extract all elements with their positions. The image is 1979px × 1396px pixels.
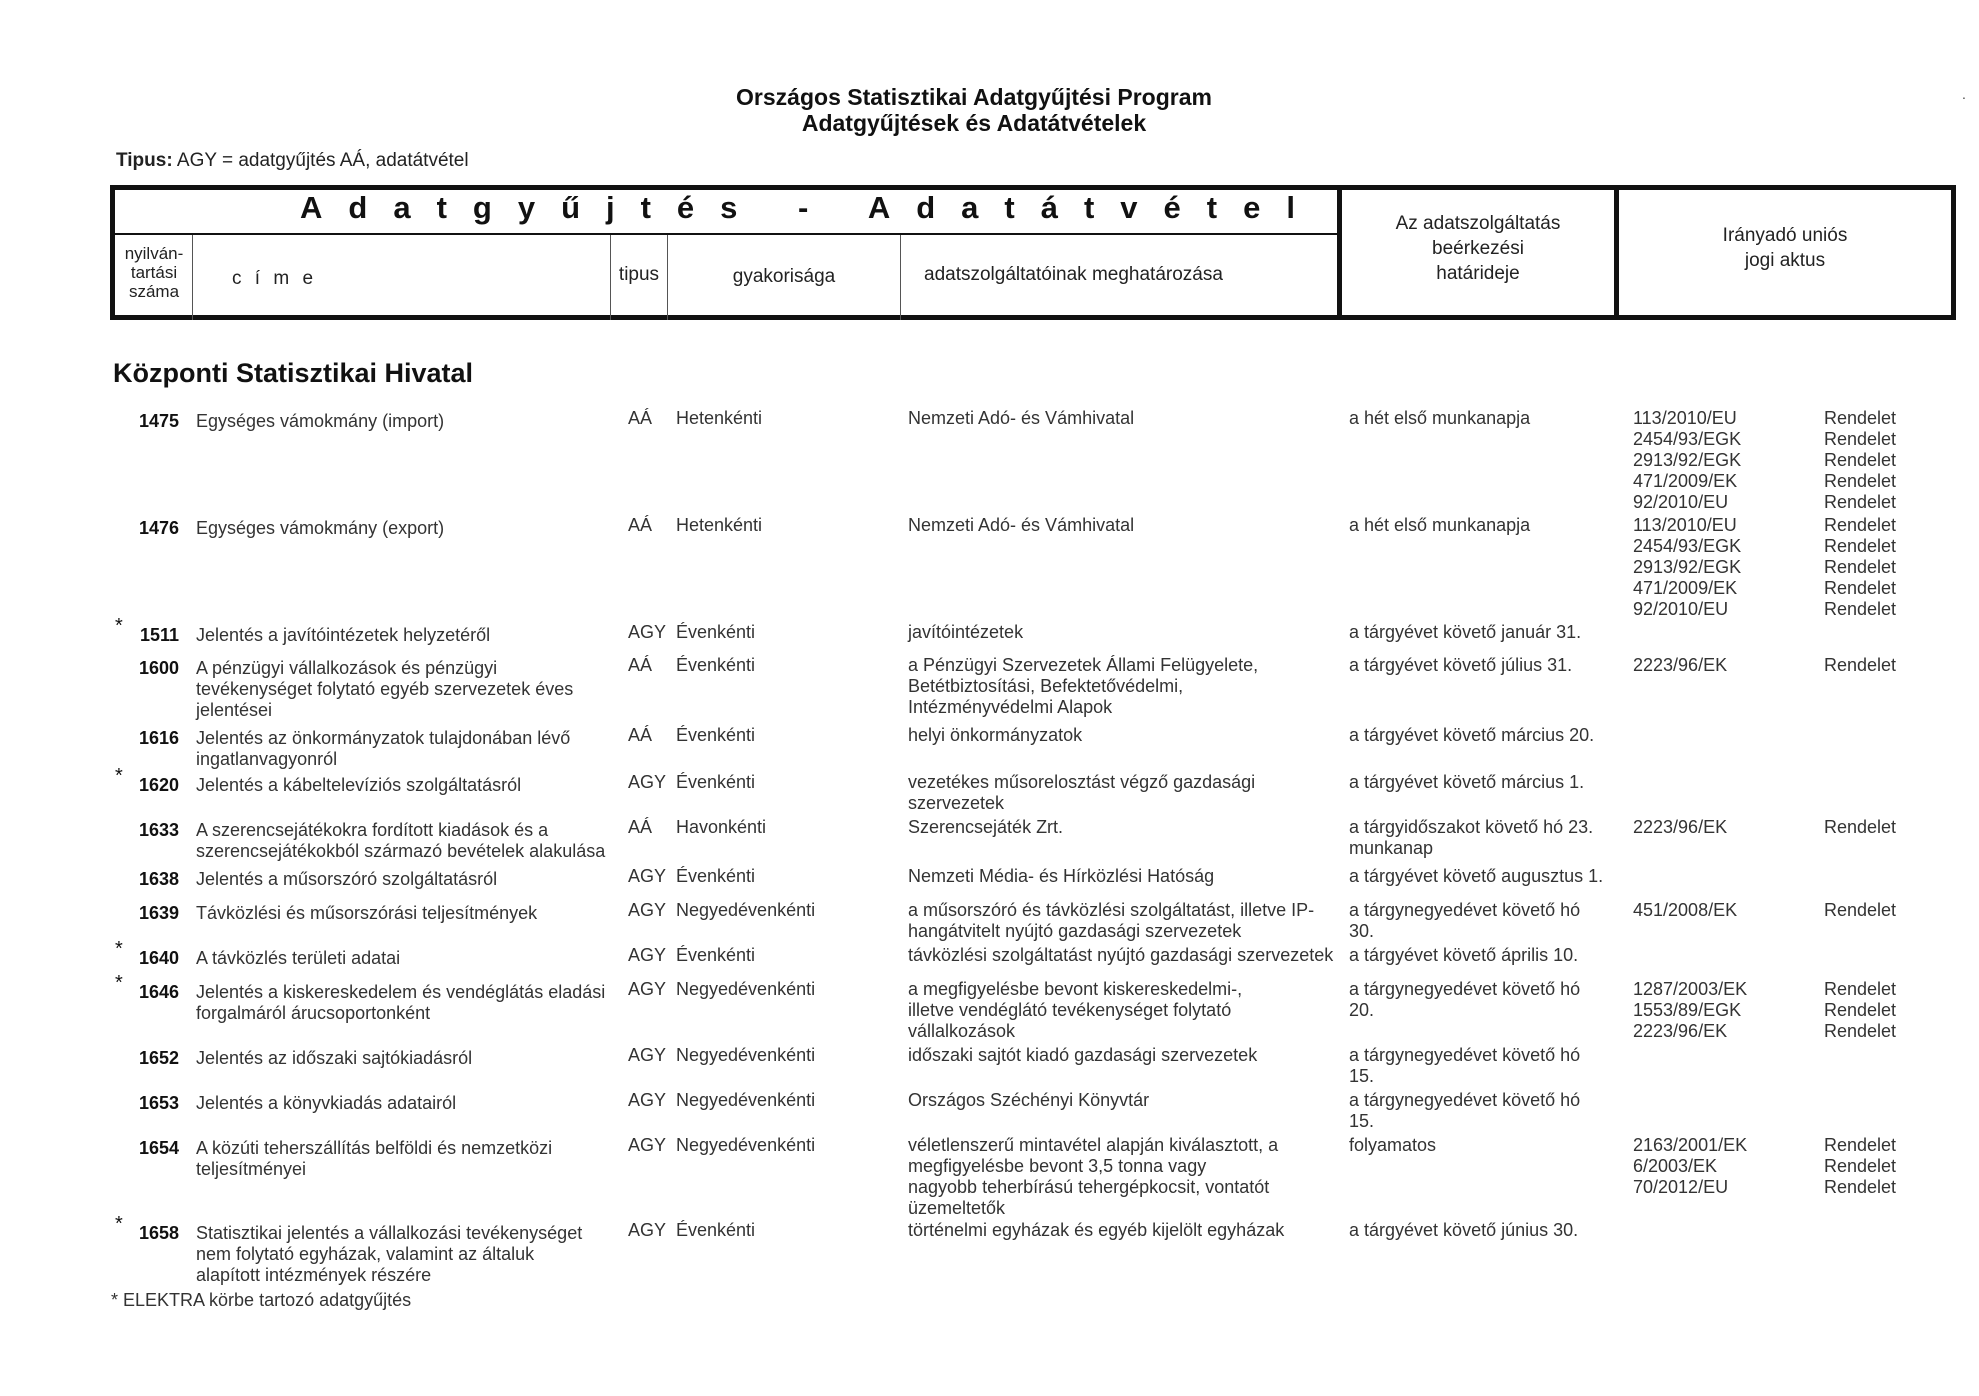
header-tipus: tipus (618, 264, 660, 285)
row-tipus: AGY (628, 1220, 667, 1240)
row-providers (908, 772, 1255, 814)
row-act-types-line: Rendelet (1824, 471, 1897, 491)
document-subtitle: Adatgyűjtések és Adatátvételek (801, 110, 1147, 136)
row-deadline (1349, 622, 1581, 643)
row-legal-acts-line: 70/2012/EU (1633, 1177, 1729, 1197)
row-legal-acts (1633, 515, 1741, 620)
row-legal-acts-line: 2223/96/EK (1633, 1021, 1728, 1041)
row-title-line: jelentései (196, 700, 273, 720)
row-providers (908, 945, 1333, 966)
row-title-line: Jelentés a könyvkiadás adatairól (196, 1093, 457, 1113)
row-act-types (1824, 1135, 1896, 1198)
row-title (196, 820, 605, 862)
row-title (196, 948, 400, 969)
row-frequency: Évenkénti (676, 622, 756, 642)
row-tipus: AÁ (628, 515, 653, 535)
row-legal-acts-line: 2163/2001/EK (1633, 1135, 1748, 1155)
row-deadline-line: a tárgynegyedévet követő hó (1349, 900, 1581, 920)
row-legal-acts (1633, 817, 1727, 838)
row-deadline (1349, 979, 1580, 1021)
row-title (196, 625, 490, 646)
row-act-types-line: Rendelet (1824, 515, 1897, 535)
row-act-types-line: Rendelet (1824, 429, 1897, 449)
row-title-line: ingatlanvagyonról (196, 749, 338, 769)
row-deadline-line: a tárgynegyedévet követő hó (1349, 1090, 1581, 1110)
row-frequency: Évenkénti (676, 1220, 756, 1240)
row-legal-acts-line: 113/2010/EU (1633, 515, 1737, 535)
row-frequency: Hetenkénti (676, 515, 763, 535)
row-providers (908, 515, 1134, 536)
row-legal-acts-line: 2454/93/EGK (1633, 429, 1742, 449)
row-title (196, 1223, 582, 1286)
row-providers-line: üzemeltetők (908, 1198, 1006, 1218)
section-title: Központi Statisztikai Hivatal (113, 358, 474, 388)
row-title-line: nem folytató egyházak, valamint az általuk (196, 1244, 535, 1264)
row-deadline (1349, 900, 1580, 942)
row-providers (908, 655, 1258, 718)
row-title-line: tevékenységet folytató egyéb szervezetek éves (196, 679, 574, 699)
row-title (196, 869, 497, 890)
row-title-line: Távközlési és műsorszórási teljesítmények (196, 903, 538, 923)
row-frequency: Évenkénti (676, 945, 756, 965)
row-providers-line: nagyobb teherbírású tehergépkocsit, vontatót (908, 1177, 1270, 1197)
row-act-types-line: Rendelet (1824, 578, 1897, 598)
row-deadline (1349, 515, 1530, 536)
row-act-types-line: Rendelet (1824, 599, 1897, 619)
header-main-title: Adatgyűjtés - Adatátvétel (300, 190, 1321, 225)
row-legal-acts-line: 471/2009/EK (1633, 471, 1738, 491)
row-deadline-line: a tárgyévet követő április 10. (1349, 945, 1579, 965)
row-providers-line: a műsorszóró és távközlési szolgáltatást, illetve IP- (908, 900, 1315, 920)
row-providers-line: illetve vendéglátó tevékenységet folytató (908, 1000, 1232, 1020)
row-deadline (1349, 1045, 1580, 1087)
row-act-types-line: Rendelet (1824, 979, 1897, 999)
row-act-types-line: Rendelet (1824, 536, 1897, 556)
row-title-line: Statisztikai jelentés a vállalkozási tevékenységet (196, 1223, 583, 1243)
row-frequency: Negyedévenkénti (676, 900, 816, 920)
row-providers-line: vezetékes műsorelosztást végző gazdasági (908, 772, 1256, 792)
row-title-line: Jelentés az önkormányzatok tulajdonában lévő (196, 728, 571, 748)
row-act-types-line: Rendelet (1824, 492, 1897, 512)
row-title-line: Jelentés a kiskereskedelem és vendéglátás eladási (196, 982, 606, 1002)
row-deadline (1349, 725, 1594, 746)
document-title: Országos Statisztikai Adatgyűjtési Program (736, 84, 1212, 110)
row-providers-line: a megfigyelésbe bevont kiskereskedelmi-, (908, 979, 1243, 999)
row-number: 1639 (138, 903, 179, 923)
row-providers-line: véletlenszerű mintavétel alapján kiválasztott, a (908, 1135, 1279, 1155)
row-title-line: Egységes vámokmány (import) (196, 411, 445, 431)
row-providers-line: Országos Széchényi Könyvtár (908, 1090, 1150, 1110)
row-providers (908, 1090, 1149, 1111)
row-title (196, 1138, 552, 1180)
elektra-marker: * (115, 765, 123, 787)
row-deadline (1349, 1090, 1580, 1132)
row-number: 1653 (138, 1093, 179, 1113)
row-number: 1633 (138, 820, 179, 840)
row-deadline (1349, 866, 1603, 887)
row-legal-acts-line: 471/2009/EK (1633, 578, 1738, 598)
row-deadline-line: a tárgyévet követő március 1. (1349, 772, 1585, 792)
row-act-types (1824, 900, 1896, 921)
row-act-types-line: Rendelet (1824, 1135, 1897, 1155)
row-frequency: Évenkénti (676, 655, 756, 675)
row-number: 1511 (139, 625, 179, 645)
row-title-line: Jelentés az időszaki sajtókiadásról (196, 1048, 473, 1068)
header-cime: c í m e (232, 268, 318, 289)
row-legal-acts-line: 2223/96/EK (1633, 817, 1728, 837)
row-deadline-line: 15. (1349, 1066, 1375, 1086)
row-deadline-line: 20. (1349, 1000, 1375, 1020)
row-providers-line: javítóintézetek (908, 622, 1024, 642)
row-number: 1640 (138, 948, 179, 968)
tipus-label: Tipus: (116, 150, 173, 171)
header-divider (900, 235, 901, 320)
header-meghatarozasa: adatszolgáltatóinak meghatározása (924, 264, 1223, 285)
row-providers-line: Intézményvédelmi Alapok (908, 697, 1113, 717)
row-act-types-line: Rendelet (1824, 450, 1897, 470)
row-providers-line: helyi önkormányzatok (908, 725, 1083, 745)
row-legal-acts (1633, 408, 1741, 513)
row-tipus: AÁ (628, 408, 653, 428)
row-act-types-line: Rendelet (1824, 1156, 1897, 1176)
row-legal-acts-line: 2913/92/EGK (1633, 557, 1742, 577)
row-deadline (1349, 817, 1593, 859)
margin-dot: . (1962, 86, 1966, 102)
row-title (196, 518, 444, 539)
row-legal-acts (1633, 655, 1727, 676)
row-number: 1638 (138, 869, 179, 889)
row-title-line: szerencsejátékokból származó bevételek alakulása (196, 841, 606, 861)
row-frequency: Évenkénti (676, 725, 756, 745)
elektra-marker: * (115, 972, 123, 994)
row-providers-line: hangátvitelt nyújtó gazdasági szervezetek (908, 921, 1242, 941)
row-providers (908, 1220, 1284, 1241)
row-tipus: AGY (628, 1090, 667, 1110)
row-title (196, 1093, 456, 1114)
row-providers-line: vállalkozások (908, 1021, 1016, 1041)
row-deadline-line: a tárgyévet követő augusztus 1. (1349, 866, 1604, 886)
tipus-legend (116, 150, 469, 172)
row-deadline-line: a hét első munkanapja (1349, 515, 1531, 535)
row-tipus: AÁ (628, 725, 653, 745)
row-providers-line: Szerencsejáték Zrt. (908, 817, 1064, 837)
row-providers-line: Betétbiztosítási, Befektetővédelmi, (908, 676, 1184, 696)
row-providers-line: szervezetek (908, 793, 1005, 813)
row-act-types (1824, 979, 1896, 1042)
row-title-line: A pénzügyi vállalkozások és pénzügyi (196, 658, 498, 678)
row-tipus: AGY (628, 900, 667, 920)
row-title-line: A távközlés területi adatai (196, 948, 401, 968)
row-deadline-line: 15. (1349, 1111, 1375, 1131)
row-providers-line: megfigyelésbe bevont 3,5 tonna vagy (908, 1156, 1207, 1176)
row-providers-line: történelmi egyházak és egyéb kijelölt egyházak (908, 1220, 1285, 1240)
header-divider (610, 235, 611, 320)
header-divider (110, 233, 1340, 235)
row-act-types-line: Rendelet (1824, 655, 1897, 675)
row-frequency: Negyedévenkénti (676, 1045, 816, 1065)
row-title (196, 658, 573, 721)
row-providers (908, 725, 1082, 746)
row-number: 1476 (138, 518, 179, 538)
row-legal-acts-line: 1287/2003/EK (1633, 979, 1748, 999)
row-act-types (1824, 655, 1896, 676)
row-number: 1616 (138, 728, 179, 748)
row-frequency: Negyedévenkénti (676, 1135, 816, 1155)
row-tipus: AGY (628, 979, 667, 999)
row-legal-acts-line: 2913/92/EGK (1633, 450, 1742, 470)
row-deadline-line: a tárgyidőszakot követő hó 23. (1349, 817, 1594, 837)
row-legal-acts (1633, 979, 1747, 1042)
row-title (196, 411, 444, 432)
row-title-line: Jelentés a műsorszóró szolgáltatásról (196, 869, 498, 889)
row-legal-acts-line: 92/2010/EU (1633, 492, 1729, 512)
row-act-types (1824, 408, 1896, 513)
row-deadline (1349, 945, 1578, 966)
row-act-types-line: Rendelet (1824, 1000, 1897, 1020)
row-act-types-line: Rendelet (1824, 1177, 1897, 1197)
row-number: 1620 (138, 775, 179, 795)
row-tipus: AGY (628, 1045, 667, 1065)
row-title (196, 1048, 472, 1069)
row-deadline (1349, 772, 1584, 793)
row-frequency: Negyedévenkénti (676, 1090, 816, 1110)
row-title-line: forgalmáról árucsoportonként (196, 1003, 431, 1023)
row-providers-line: Nemzeti Média- és Hírközlési Hatóság (908, 866, 1215, 886)
row-deadline-line: folyamatos (1349, 1135, 1437, 1155)
row-frequency: Havonkénti (676, 817, 767, 837)
row-title (196, 728, 570, 770)
row-legal-acts-line: 92/2010/EU (1633, 599, 1729, 619)
elektra-marker: * (115, 1213, 123, 1235)
row-deadline-line: a tárgyévet követő július 31. (1349, 655, 1573, 675)
row-act-types-line: Rendelet (1824, 1021, 1897, 1041)
row-deadline-line: a hét első munkanapja (1349, 408, 1531, 428)
row-act-types (1824, 515, 1896, 620)
row-tipus: AGY (628, 772, 667, 792)
row-number: 1475 (138, 411, 179, 431)
row-title (196, 775, 521, 796)
row-tipus: AGY (628, 622, 667, 642)
row-deadline-line: a tárgyévet követő június 30. (1349, 1220, 1579, 1240)
footnote: * ELEKTRA körbe tartozó adatgyűjtés (111, 1290, 412, 1310)
row-tipus: AÁ (628, 655, 653, 675)
row-title (196, 903, 537, 924)
row-number: 1658 (138, 1223, 179, 1243)
row-deadline (1349, 408, 1530, 429)
row-deadline (1349, 655, 1572, 676)
row-number: 1600 (138, 658, 179, 678)
row-legal-acts (1633, 900, 1737, 921)
row-providers (908, 900, 1314, 942)
row-legal-acts (1633, 1135, 1747, 1198)
row-number: 1652 (138, 1048, 179, 1068)
row-act-types-line: Rendelet (1824, 557, 1897, 577)
header-divider (192, 235, 193, 320)
row-providers (908, 622, 1023, 643)
row-legal-acts-line: 113/2010/EU (1633, 408, 1737, 428)
row-title (196, 982, 605, 1024)
header-gyakorisaga: gyakorisága (732, 266, 836, 287)
row-deadline-line: 30. (1349, 921, 1375, 941)
row-tipus: AÁ (628, 817, 653, 837)
row-providers (908, 408, 1134, 429)
row-providers-line: távközlési szolgáltatást nyújtó gazdasági szervezetek (908, 945, 1334, 965)
row-legal-acts-line: 2223/96/EK (1633, 655, 1728, 675)
row-providers (908, 1135, 1278, 1219)
row-number: 1646 (138, 982, 179, 1002)
row-frequency: Negyedévenkénti (676, 979, 816, 999)
row-deadline-line: a tárgynegyedévet követő hó (1349, 979, 1581, 999)
row-providers (908, 1045, 1257, 1066)
row-providers (908, 866, 1214, 887)
row-legal-acts-line: 451/2008/EK (1633, 900, 1738, 920)
elektra-marker: * (115, 938, 123, 960)
row-deadline-line: a tárgynegyedévet követő hó (1349, 1045, 1581, 1065)
row-legal-acts-line: 6/2003/EK (1633, 1156, 1718, 1176)
header-jogi-aktus: Irányadó uniós jogi aktus (1722, 225, 1848, 271)
row-deadline-line: a tárgyévet követő január 31. (1349, 622, 1582, 642)
row-tipus: AGY (628, 945, 667, 965)
row-title-line: teljesítményei (196, 1159, 307, 1179)
row-deadline (1349, 1135, 1436, 1156)
row-tipus: AGY (628, 1135, 667, 1155)
row-act-types (1824, 817, 1896, 838)
row-providers-line: időszaki sajtót kiadó gazdasági szervezetek (908, 1045, 1258, 1065)
row-frequency: Évenkénti (676, 866, 756, 886)
row-title-line: Jelentés a kábeltelevíziós szolgáltatásról (196, 775, 522, 795)
row-legal-acts-line: 2454/93/EGK (1633, 536, 1742, 556)
row-providers (908, 817, 1063, 838)
elektra-marker: * (115, 615, 123, 637)
row-providers (908, 979, 1242, 1042)
header-hatarido: Az adatszolgáltatás beérkezési határideje (1395, 213, 1561, 284)
row-deadline-line: munkanap (1349, 838, 1434, 858)
row-title-line: alapított intézmények részére (196, 1265, 432, 1285)
row-providers-line: a Pénzügyi Szervezetek Állami Felügyelete, (908, 655, 1259, 675)
row-tipus: AGY (628, 866, 667, 886)
row-act-types-line: Rendelet (1824, 817, 1897, 837)
row-providers-line: Nemzeti Adó- és Vámhivatal (908, 408, 1135, 428)
row-frequency: Hetenkénti (676, 408, 763, 428)
row-legal-acts-line: 1553/89/EGK (1633, 1000, 1742, 1020)
header-nyilvantartasi: nyilván- tartási száma (124, 244, 184, 301)
row-providers-line: Nemzeti Adó- és Vámhivatal (908, 515, 1135, 535)
row-title-line: A szerencsejátékokra fordított kiadások és a (196, 820, 549, 840)
row-title-line: Egységes vámokmány (export) (196, 518, 445, 538)
row-frequency: Évenkénti (676, 772, 756, 792)
row-act-types-line: Rendelet (1824, 408, 1897, 428)
row-deadline-line: a tárgyévet követő március 20. (1349, 725, 1595, 745)
row-act-types-line: Rendelet (1824, 900, 1897, 920)
row-title-line: Jelentés a javítóintézetek helyzetéről (196, 625, 491, 645)
row-deadline (1349, 1220, 1578, 1241)
row-number: 1654 (138, 1138, 179, 1158)
tipus-text: AGY = adatgyűjtés AÁ, adatátvétel (176, 150, 469, 171)
row-title-line: A közúti teherszállítás belföldi és nemzetközi (196, 1138, 553, 1158)
